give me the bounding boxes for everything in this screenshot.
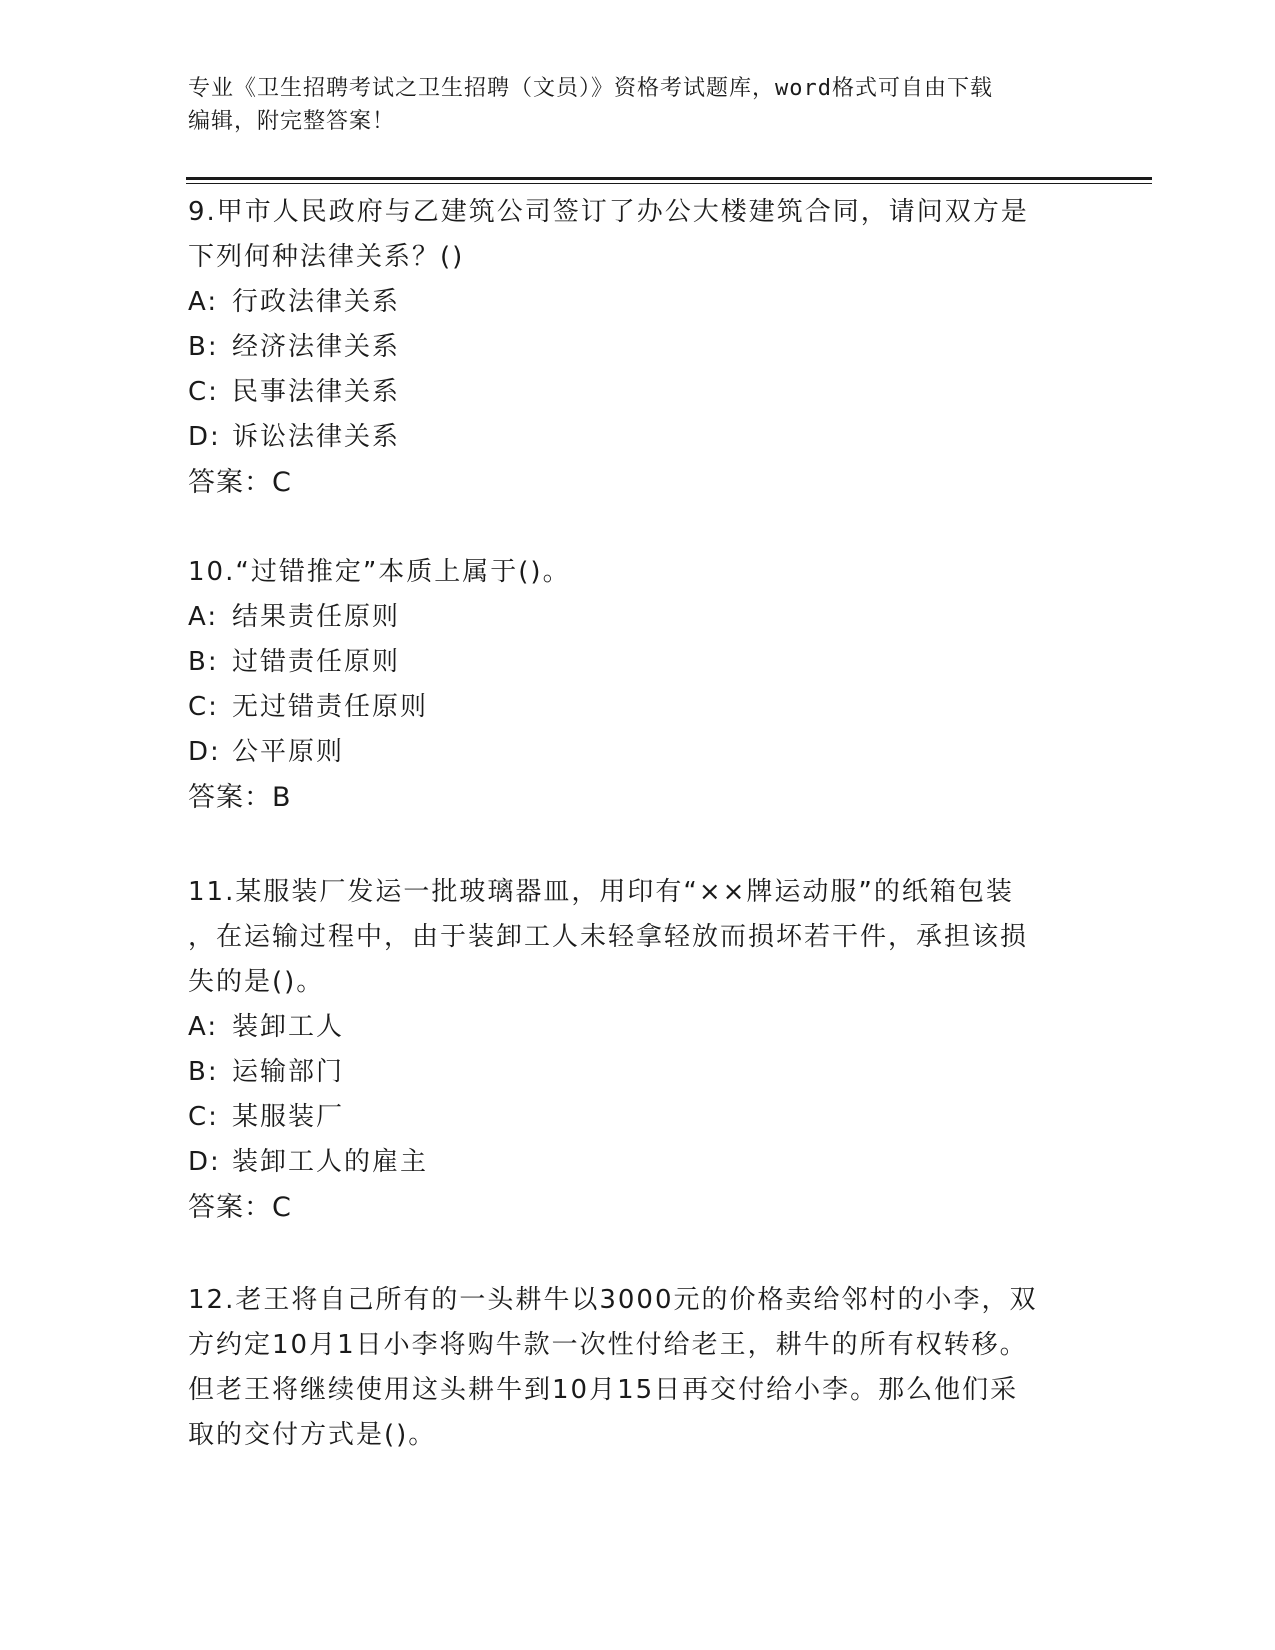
question-9 xyxy=(188,190,1068,506)
question-11 xyxy=(188,870,1068,1231)
header-line-2: 编辑，附完整答案！ xyxy=(188,109,396,134)
question-text xyxy=(188,550,1068,595)
option-b xyxy=(188,640,1068,685)
answer: 答案：C xyxy=(188,467,292,498)
question-line: 取的交付方式是()。 xyxy=(188,1420,437,1450)
option-key: B: xyxy=(188,1057,219,1087)
question-line: 10.“过错推定”本质上属于()。 xyxy=(188,557,571,587)
option-text: 诉讼法律关系 xyxy=(232,422,401,452)
question-line: ，在运输过程中，由于装卸工人未轻拿轻放而损坏若干件，承担该损 xyxy=(188,922,1029,952)
option-key: A: xyxy=(188,287,219,317)
option-a xyxy=(188,280,1068,325)
option-key: B: xyxy=(188,332,219,362)
question-text xyxy=(188,870,1068,1005)
question-line: 但老王将继续使用这头耕牛到10月15日再交付给小李。那么他们采 xyxy=(188,1375,1019,1405)
question-line: 9.甲市人民政府与乙建筑公司签订了办公大楼建筑合同，请问双方是 xyxy=(188,197,1029,227)
header-text xyxy=(188,72,1068,138)
option-key: D: xyxy=(188,422,221,452)
option-key: C: xyxy=(188,377,219,407)
document-header xyxy=(188,72,1108,138)
option-text: 公平原则 xyxy=(232,737,345,767)
question-10 xyxy=(188,550,1068,821)
question-line: 12.老王将自己所有的一头耕牛以3000元的价格卖给邻村的小李，双 xyxy=(188,1285,1038,1315)
option-text: 过错责任原则 xyxy=(232,647,401,677)
header-divider-thin xyxy=(186,183,1152,184)
question-12 xyxy=(188,1278,1068,1458)
option-key: D: xyxy=(188,737,221,767)
option-c xyxy=(188,370,1068,415)
question-line: 下列何种法律关系？() xyxy=(188,242,465,272)
option-a xyxy=(188,1005,1068,1050)
option-text: 经济法律关系 xyxy=(232,332,401,362)
header-line-1: 专业《卫生招聘考试之卫生招聘（文员）》资格考试题库，word格式可自由下载 xyxy=(188,76,993,101)
option-b xyxy=(188,325,1068,370)
option-c xyxy=(188,685,1068,730)
option-c xyxy=(188,1095,1068,1140)
option-text: 结果责任原则 xyxy=(232,602,401,632)
question-line: 方约定10月1日小李将购牛款一次性付给老王，耕牛的所有权转移。 xyxy=(188,1330,1028,1360)
question-text xyxy=(188,190,1068,280)
question-line: 11.某服装厂发运一批玻璃器皿，用印有“××牌运动服”的纸箱包装 xyxy=(188,877,1014,907)
option-d xyxy=(188,730,1068,775)
option-d xyxy=(188,1140,1068,1185)
option-key: D: xyxy=(188,1147,221,1177)
option-text: 运输部门 xyxy=(232,1057,345,1087)
option-key: C: xyxy=(188,692,219,722)
option-key: A: xyxy=(188,1012,219,1042)
option-key: C: xyxy=(188,1102,219,1132)
header-divider-thick xyxy=(186,177,1152,180)
option-a xyxy=(188,595,1068,640)
option-key: A: xyxy=(188,602,219,632)
answer: 答案：C xyxy=(188,1192,292,1223)
option-text: 某服装厂 xyxy=(232,1102,345,1132)
question-line: 失的是()。 xyxy=(188,967,325,997)
option-text: 行政法律关系 xyxy=(232,287,401,317)
option-b xyxy=(188,1050,1068,1095)
option-d xyxy=(188,415,1068,460)
option-text: 无过错责任原则 xyxy=(232,692,429,722)
option-text: 民事法律关系 xyxy=(232,377,401,407)
option-text: 装卸工人 xyxy=(232,1012,345,1042)
option-key: B: xyxy=(188,647,219,677)
option-text: 装卸工人的雇主 xyxy=(232,1147,429,1177)
question-text xyxy=(188,1278,1068,1458)
answer: 答案：B xyxy=(188,782,292,813)
